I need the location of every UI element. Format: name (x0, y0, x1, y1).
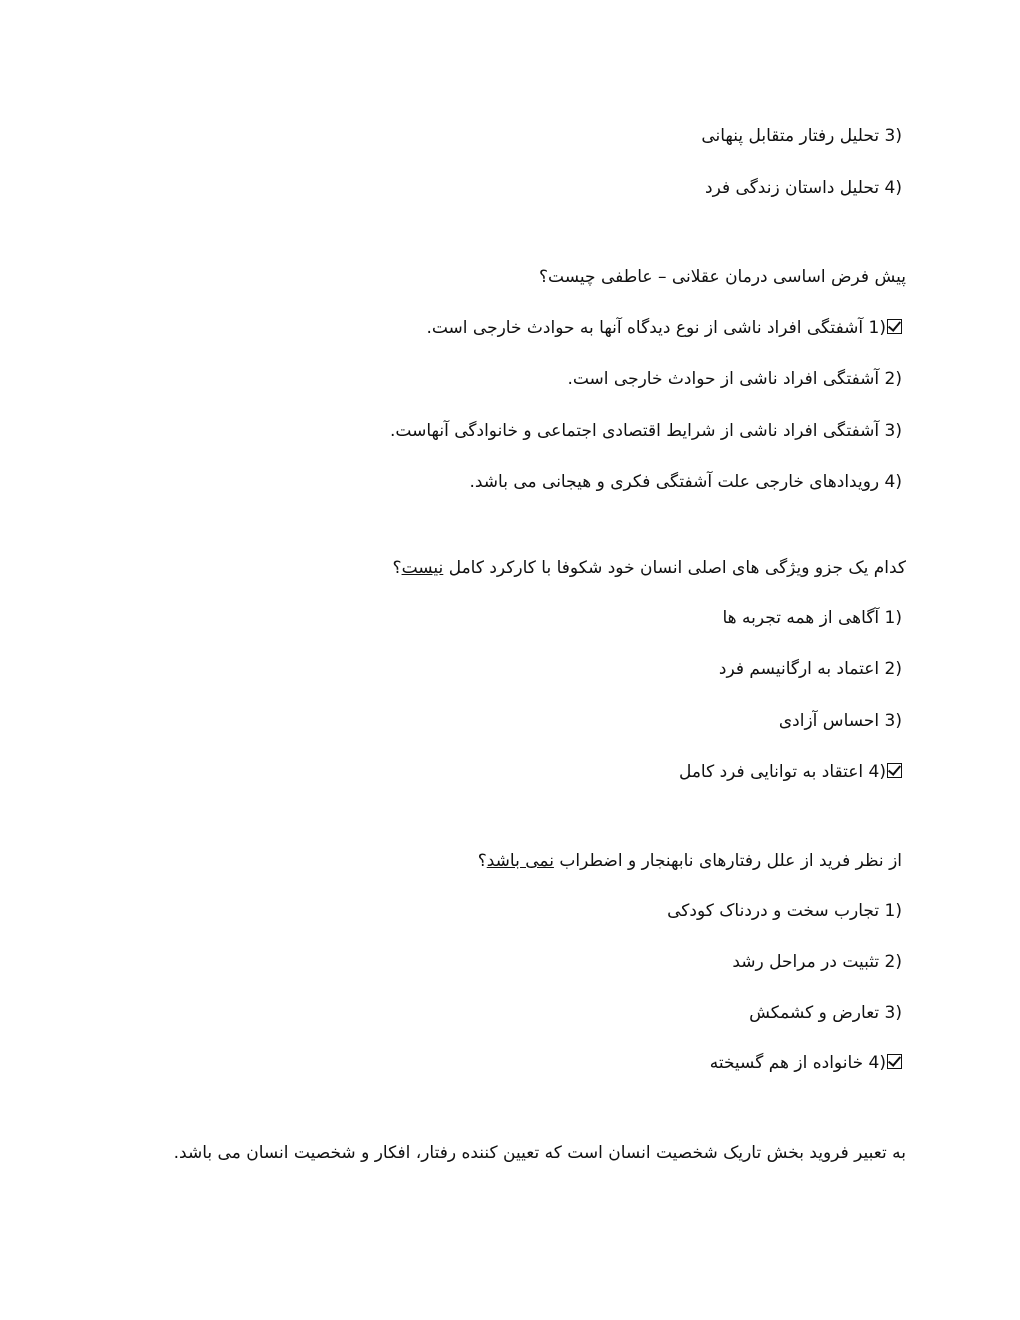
option-1: 1) تجارب سخت و دردناک کودکی (667, 901, 902, 921)
checkbox-checked-icon (887, 319, 902, 334)
option-3: 3) احساس آزادی (778, 711, 902, 731)
option-3: 3) آشفتگی افراد ناشی از شرایط اقتصادی اجتماعی و خانوادگی آنهاست. (390, 421, 902, 441)
option-1: 1) آگاهی از همه تجربه ها (722, 608, 902, 628)
option-4: 4) تحلیل داستان زندگی فرد (705, 178, 902, 198)
question-text: به تعبیر فروید بخش تاریک شخصیت انسان است که تعیین کننده رفتار، افکار و شخصیت انسان می باشد. (173, 1143, 906, 1163)
option-2: 2) تثبیت در مراحل رشد (732, 952, 902, 972)
option-2: 2) آشفتگی افراد ناشی از حوادث خارجی است. (567, 369, 902, 389)
option-3: 3) تحلیل رفتار متقابل پنهانی (701, 126, 902, 146)
question-text: کدام یک جزو ویژگی های اصلی انسان خود شکوفا با کارکرد کامل نیست؟ (392, 558, 906, 578)
option-4: 4) رویدادهای خارجی علت آشفتگی فکری و هیجانی می باشد. (469, 472, 902, 492)
option-4-correct: 4) اعتقاد به توانایی فرد کامل (679, 760, 902, 784)
question-text: پیش فرض اساسی درمان عقلانی – عاطفی چیست؟ (539, 267, 906, 287)
checkbox-checked-icon (887, 763, 902, 778)
option-4-correct: 4) خانواده از هم گسیخته (710, 1051, 902, 1075)
question-text: از نظر فرید از علل رفتارهای نابهنجار و اضطراب نمی باشد؟ (477, 851, 902, 871)
checkbox-checked-icon (887, 1054, 902, 1069)
option-2: 2) اعتماد به ارگانیسم فرد (718, 659, 902, 679)
option-1-correct: 1) آشفتگی افراد ناشی از نوع دیدگاه آنها به حوادث خارجی است. (426, 316, 902, 340)
option-3: 3) تعارض و کشمکش (749, 1003, 902, 1023)
